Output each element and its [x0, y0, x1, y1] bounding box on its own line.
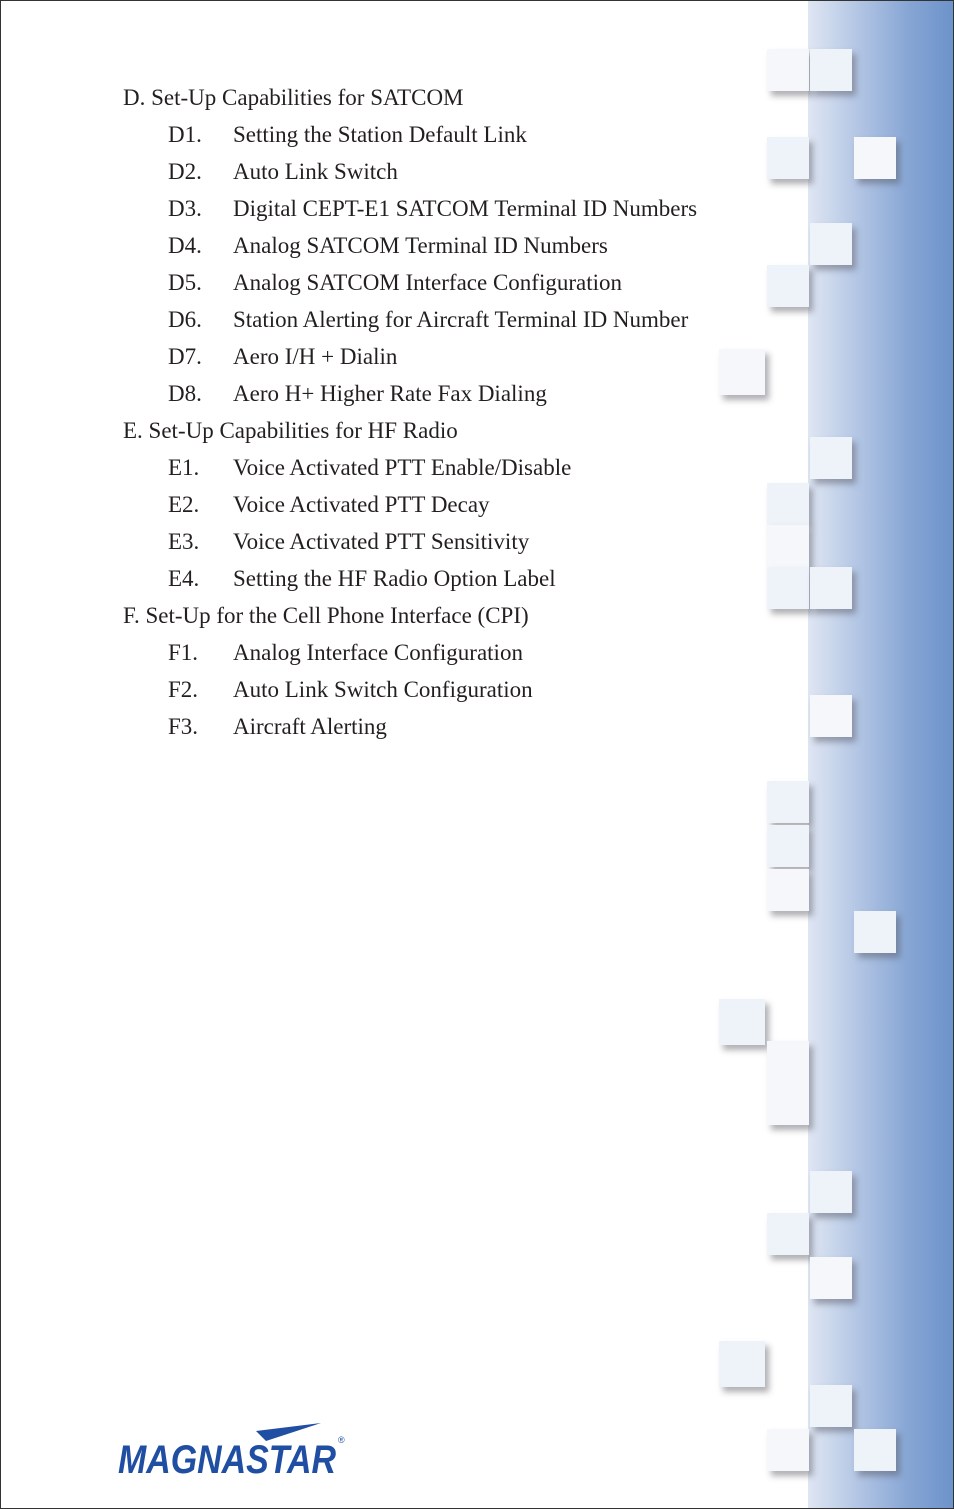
- toc-item-d7: [168, 344, 397, 370]
- decorative-square: [854, 1429, 896, 1471]
- decorative-square: [767, 525, 809, 567]
- toc-item-f2: [168, 677, 533, 703]
- item-code: D8.: [168, 381, 202, 406]
- toc-item-f3: [168, 714, 387, 740]
- item-label: Auto Link Switch: [233, 159, 398, 184]
- section-heading-d: D. Set-Up Capabilities for SATCOM: [123, 85, 464, 110]
- decorative-square: [767, 483, 809, 525]
- toc-item-d2: [168, 159, 398, 185]
- decorative-square: [810, 1385, 852, 1427]
- item-code: E1.: [168, 455, 200, 480]
- decorative-square: [810, 1257, 852, 1299]
- decorative-square: [719, 1341, 765, 1387]
- item-label: Analog SATCOM Terminal ID Numbers: [233, 233, 608, 258]
- decorative-square: [767, 265, 809, 307]
- decorative-square: [767, 49, 809, 91]
- item-label: Digital CEPT-E1 SATCOM Terminal ID Numbers: [233, 196, 698, 221]
- decorative-square: [767, 1429, 809, 1471]
- logo-registered-mark: ®: [338, 1435, 345, 1445]
- item-label: Aero I/H + Dialin: [233, 344, 398, 369]
- item-label: Analog SATCOM Interface Configuration: [233, 270, 623, 295]
- toc-item-d1: [168, 122, 527, 148]
- decorative-square: [810, 223, 852, 265]
- item-code: D4.: [168, 233, 202, 258]
- toc-item-d8: [168, 381, 547, 407]
- toc-item-e1: [168, 455, 571, 481]
- decorative-square: [767, 1213, 809, 1255]
- decorative-square: [810, 49, 852, 91]
- decorative-square: [854, 137, 896, 179]
- decorative-square: [810, 567, 852, 609]
- item-code: E3.: [168, 529, 200, 554]
- item-label: Voice Activated PTT Enable/Disable: [233, 455, 572, 480]
- decorative-square: [854, 911, 896, 953]
- toc-item-d3: [168, 196, 697, 222]
- section-heading-e: E. Set-Up Capabilities for HF Radio: [123, 418, 458, 443]
- decorative-square: [767, 781, 809, 823]
- item-label: Setting the HF Radio Option Label: [233, 566, 556, 591]
- item-label: Station Alerting for Aircraft Terminal ID Number: [233, 307, 689, 332]
- item-label: Analog Interface Configuration: [233, 640, 523, 665]
- item-code: D3.: [168, 196, 202, 221]
- toc-item-d4: [168, 233, 608, 259]
- decorative-square: [767, 825, 809, 867]
- item-code: F1.: [168, 640, 199, 665]
- item-code: F3.: [168, 714, 199, 739]
- decorative-square: [767, 567, 809, 609]
- decorative-square: [719, 999, 765, 1045]
- item-code: D6.: [168, 307, 202, 332]
- item-code: E4.: [168, 566, 200, 591]
- item-code: E2.: [168, 492, 200, 517]
- item-code: F2.: [168, 677, 199, 702]
- toc-item-e2: [168, 492, 490, 518]
- toc-item-f1: [168, 640, 523, 666]
- magnastar-logo: [116, 1421, 348, 1483]
- toc-item-d6: [168, 307, 688, 333]
- item-label: Voice Activated PTT Decay: [233, 492, 490, 517]
- decorative-square: [767, 1041, 809, 1125]
- logo-wordmark: MAGNASTAR: [118, 1438, 337, 1482]
- item-label: Setting the Station Default Link: [233, 122, 527, 147]
- decorative-square: [810, 437, 852, 479]
- decorative-square: [810, 1171, 852, 1213]
- decorative-square: [810, 695, 852, 737]
- item-code: D7.: [168, 344, 202, 369]
- item-label: Auto Link Switch Configuration: [233, 677, 533, 702]
- decorative-square: [767, 137, 809, 179]
- item-label: Aircraft Alerting: [233, 714, 387, 739]
- decorative-square: [767, 869, 809, 911]
- item-label: Voice Activated PTT Sensitivity: [233, 529, 530, 554]
- item-code: D2.: [168, 159, 202, 184]
- toc-item-e3: [168, 529, 529, 555]
- item-label: Aero H+ Higher Rate Fax Dialing: [233, 381, 547, 406]
- section-heading-f: F. Set-Up for the Cell Phone Interface (CPI): [123, 603, 529, 628]
- item-code: D5.: [168, 270, 202, 295]
- decorative-square: [719, 349, 765, 395]
- toc-item-e4: [168, 566, 556, 592]
- toc-item-d5: [168, 270, 622, 296]
- item-code: D1.: [168, 122, 202, 147]
